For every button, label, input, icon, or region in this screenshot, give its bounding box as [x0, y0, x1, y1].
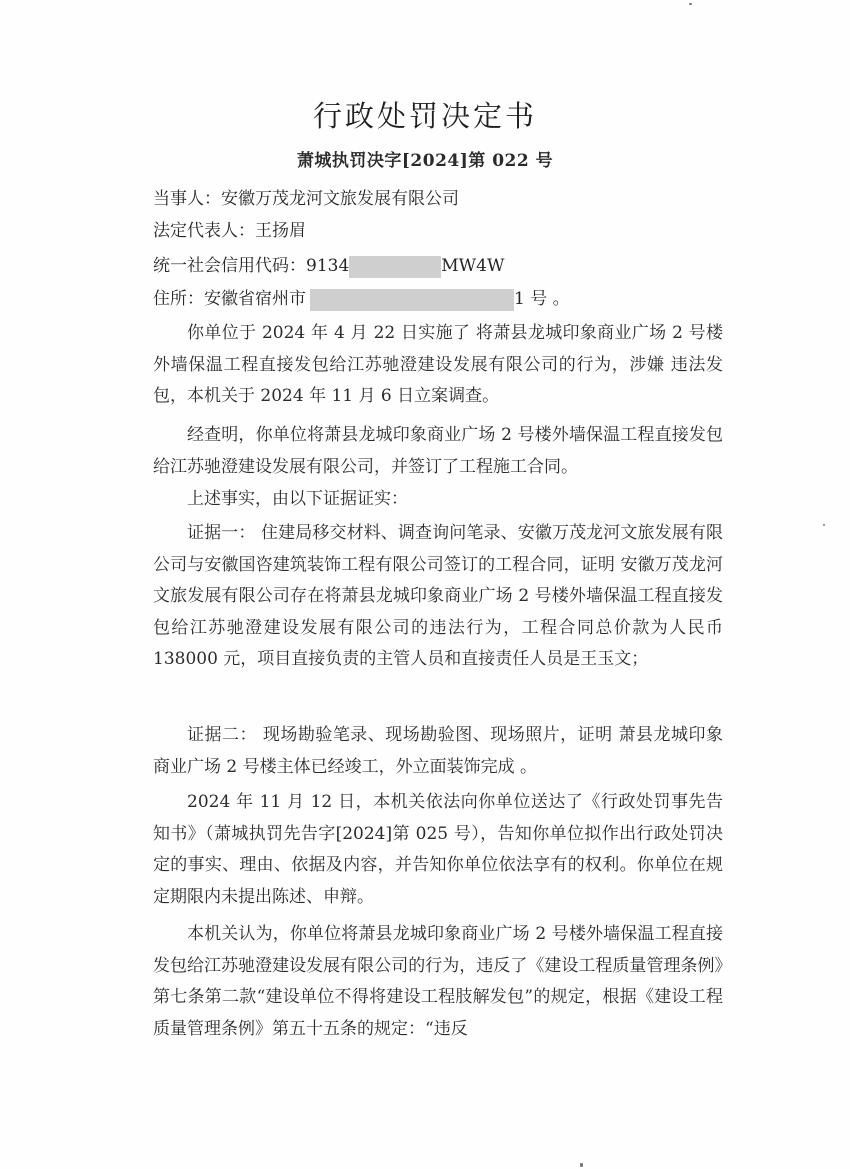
- party-label: 当事人：: [153, 189, 221, 209]
- credit-code-redaction: [349, 256, 441, 278]
- paragraph-evidence-one: 证据一： 住建局移交材料、调查询问笔录、安徽万茂龙河文旅发展有限公司与安徽国咨建筑装饰工程有限公司签订的工程合同，证明 安徽万茂龙河文旅发展有限公司存在将萧县龙城印象商业广场 2 号楼外墙保温工程直接发包给江苏驰澄建设发展有限公司的违法行为，工程合同总价款为人民币 138000 元，项目直接负责的主管人员和直接责任人员是王玉文；: [153, 523, 723, 669]
- party-name: 安徽万茂龙河文旅发展有限公司: [221, 189, 459, 209]
- legal-representative-line: [153, 219, 306, 243]
- address-suffix: 1 号 。: [514, 289, 570, 309]
- paragraph-notification: 2024 年 11 月 12 日，本机关依法向你单位送达了《行政处罚事先告知书》（萧城执罚先告字[2024]第 025 号），告知你单位拟作出行政处罚决定的事实、理由、依据及内容，并告知你单位依法享有的权利。你单位在规定期限内未提出陈述、申辩。: [153, 792, 723, 907]
- scan-speck: [580, 1163, 583, 1167]
- address-redaction: [310, 289, 514, 311]
- credit-code-line: [153, 254, 504, 278]
- party-line: [153, 187, 459, 211]
- paragraph-evidence-two: 证据二： 现场勘验笔录、现场勘验图、现场照片，证明 萧县龙城印象商业广场 2 号楼主体已经竣工，外立面装饰完成 。: [153, 725, 723, 777]
- paragraph-evidence-intro: 上述事实，由以下证据证实：: [187, 489, 408, 509]
- paragraph-findings: 经查明，你单位将萧县龙城印象商业广场 2 号楼外墙保温工程直接发包给江苏驰澄建设发展有限公司，并签订了工程施工合同。: [153, 425, 723, 477]
- paragraph-implementation: 你单位于 2024 年 4 月 22 日实施了 将萧县龙城印象商业广场 2 号楼外墙保温工程直接发包给江苏驰澄建设发展有限公司的行为，涉嫌 违法发包，本机关于 2024 年 11 月 6 日立案调查。: [153, 323, 723, 406]
- document-number: 萧城执罚决字[2024]第 022 号: [296, 151, 554, 171]
- representative-label: 法定代表人：: [153, 221, 255, 241]
- address-label: 住所：: [153, 289, 204, 309]
- scan-speck: [823, 524, 825, 526]
- credit-code-label: 统一社会信用代码：: [153, 256, 306, 276]
- representative-name: 王扬眉: [255, 221, 306, 241]
- address-line: [153, 287, 570, 311]
- credit-code-prefix: 9134: [306, 256, 350, 276]
- paragraph-conclusion: 本机关认为，你单位将萧县龙城印象商业广场 2 号楼外墙保温工程直接发包给江苏驰澄建设发展有限公司的行为，违反了《建设工程质量管理条例》第七条第二款“建设单位不得将建设工程肢解发包”的规定，根据《建设工程质量管理条例》第五十五条的规定：“违反: [153, 924, 723, 1039]
- scan-speck: [689, 3, 692, 5]
- credit-code-suffix: MW4W: [441, 256, 505, 276]
- document-title: 行政处罚决定书: [312, 99, 537, 133]
- address-prefix: 安徽省宿州市: [204, 289, 306, 309]
